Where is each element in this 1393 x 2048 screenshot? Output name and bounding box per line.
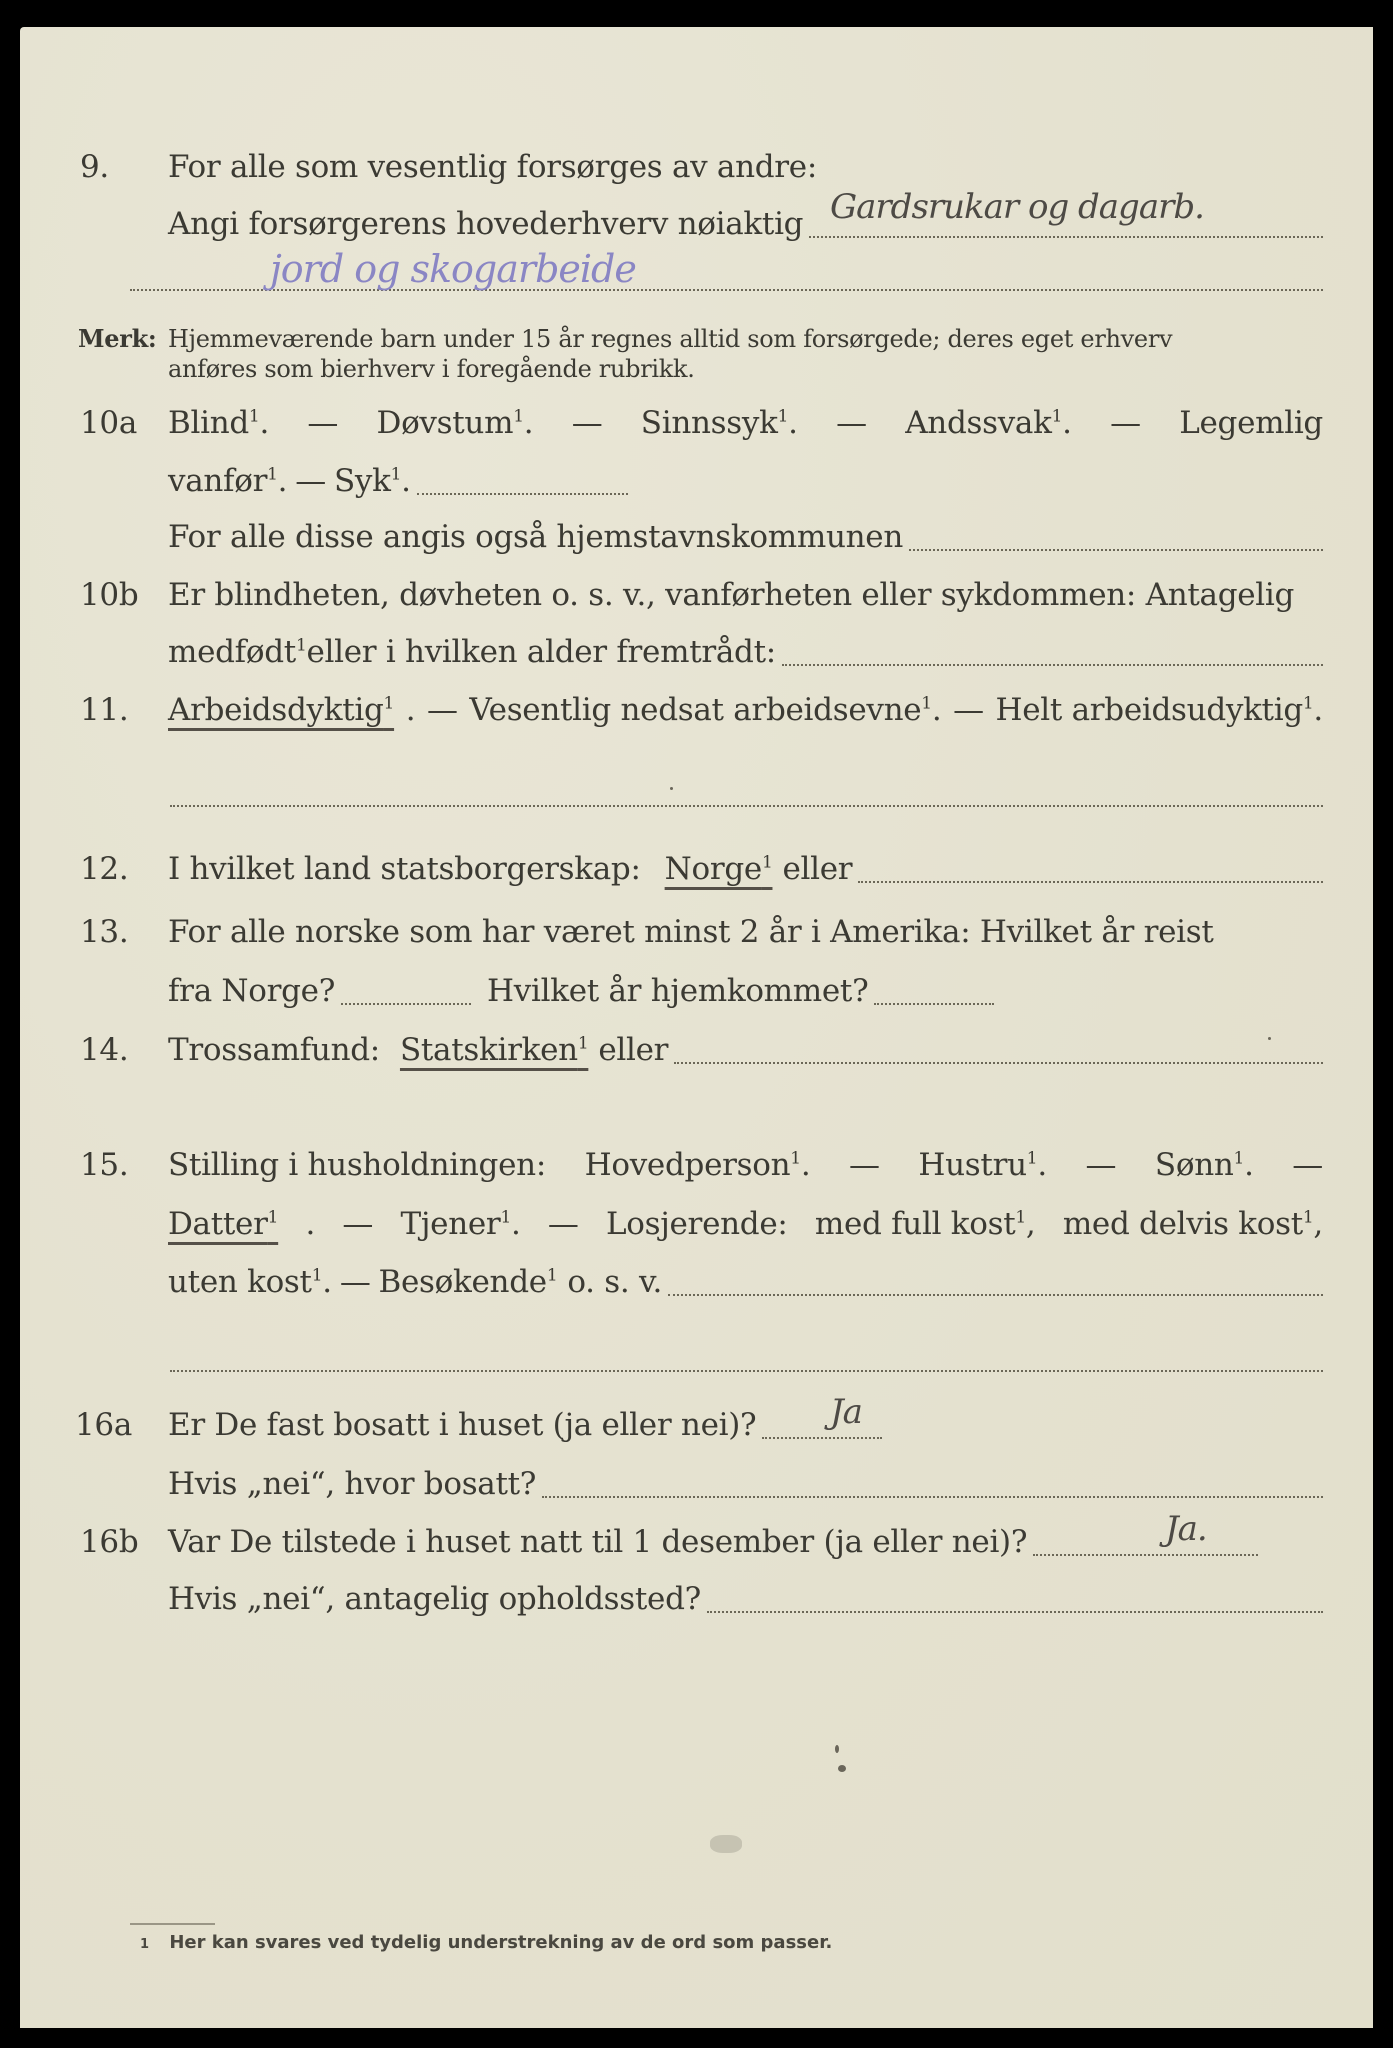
q12-row xyxy=(20,849,1373,889)
ink-speck xyxy=(670,787,673,790)
q10b-row-1 xyxy=(20,575,1373,615)
q10b-alder-field[interactable] xyxy=(782,662,1323,666)
q10b-number: 10b xyxy=(80,577,139,613)
q10a-row-2: vanfør$^1$. — Syk$^1$. xyxy=(20,461,1373,501)
option-syk[interactable]: Syk$^1$. xyxy=(333,463,411,499)
option-hustru[interactable]: Hustru$^1$. xyxy=(918,1147,1047,1183)
q10a-hjemstavn-label: For alle disse angis også hjemstavnskommunen xyxy=(168,519,903,555)
footnote xyxy=(140,1932,832,1953)
q9-question: For alle som vesentlig forsørges av andre: xyxy=(168,149,817,185)
option-andssvak[interactable]: Andssvak$^1$. xyxy=(905,405,1072,441)
census-form-page xyxy=(20,27,1373,2028)
q14-label: Trossamfund: xyxy=(168,1032,380,1068)
footnote-mark: 1 xyxy=(140,1937,150,1952)
option-norge[interactable]: Norge$^1$ xyxy=(664,851,773,887)
ink-speck xyxy=(1268,1037,1271,1040)
q16b-row-2 xyxy=(20,1579,1373,1619)
paper-stain xyxy=(710,1835,742,1853)
q10a-row-3 xyxy=(20,517,1373,557)
option-helt-arbeidsudyktig[interactable]: Helt arbeidsudyktig$^1$. xyxy=(995,692,1323,728)
q10a-syk-field[interactable] xyxy=(417,491,628,495)
option-statskirken[interactable]: Statskirken$^1$ xyxy=(399,1032,589,1068)
option-arbeidsdyktig[interactable]: Arbeidsdyktig$^1$ xyxy=(168,692,395,728)
q9-row-1 xyxy=(20,147,1373,187)
q9-answer-field[interactable] xyxy=(809,234,1323,238)
q14-row xyxy=(20,1030,1373,1070)
q16a-row-2 xyxy=(20,1464,1373,1504)
merk-text-1: Hjemmeværende barn under 15 år regnes alltid som forsørgede; deres eget erhverv xyxy=(168,325,1173,353)
option-tjener[interactable]: Tjener$^1$. xyxy=(400,1206,521,1242)
q16b-opholdssted-field[interactable] xyxy=(707,1609,1323,1613)
q16b-handwritten-answer: Ja. xyxy=(1165,1509,1207,1549)
q16a-answer-field[interactable] xyxy=(762,1435,882,1439)
q12-other-country-field[interactable] xyxy=(858,879,1323,883)
q13-reist-field[interactable] xyxy=(341,1001,471,1005)
q10b-row-2 xyxy=(20,632,1373,672)
q15-row-1: 15. Stilling i husholdningen: Hovedperson$^1$. — Hustru$^1$. — Sønn$^1$. — xyxy=(80,1147,1323,1183)
q15-row-2: Datter$^1$ . — Tjener$^1$. — Losjerende: med full kost$^1$, med delvis kost$^1$, xyxy=(168,1206,1323,1242)
q16b-number: 16b xyxy=(80,1524,139,1560)
merk-label: Merk: xyxy=(78,324,157,353)
q16a-bosatt-field[interactable] xyxy=(542,1494,1323,1498)
q10b-question: Er blindheten, døvheten o. s. v., vanførheten eller sykdommen: Antagelig xyxy=(168,577,1295,613)
option-med-delvis-kost[interactable]: med delvis kost$^1$, xyxy=(1062,1206,1323,1242)
q13-hjemkommet-label: Hvilket år hjemkommet? xyxy=(487,973,869,1009)
q15-row-3: uten kost$^1$. — Besøkende$^1$ o. s. v. xyxy=(20,1262,1373,1302)
q16a-handwritten-answer: Ja xyxy=(830,1392,862,1432)
option-blind[interactable]: Blind$^1$. xyxy=(168,405,270,441)
option-dovstum[interactable]: Døvstum$^1$. xyxy=(376,405,534,441)
q16a-question: Er De fast bosatt i huset (ja eller nei)? xyxy=(168,1407,757,1443)
q13-row-1 xyxy=(20,912,1373,952)
q16b-question: Var De tilstede i huset natt til 1 desember (ja eller nei)? xyxy=(168,1524,1028,1560)
q16b-opholdssted-label: Hvis „nei“, antagelig opholdssted? xyxy=(168,1581,701,1617)
q9-number: 9. xyxy=(80,149,109,185)
q11-blank-line[interactable] xyxy=(170,805,1323,807)
q14-eller: eller xyxy=(598,1032,669,1068)
q15-number: 15. xyxy=(80,1147,129,1183)
q10b-alder-label: eller i hvilken alder fremtrådt: xyxy=(306,634,776,670)
q12-label: I hvilket land statsborgerskap: xyxy=(168,851,641,887)
option-hovedperson[interactable]: Hovedperson$^1$. xyxy=(584,1147,811,1183)
merk-text-2: anføres som bierhverv i foregående rubrikk. xyxy=(168,355,695,383)
q13-row-2 xyxy=(20,971,1373,1011)
footnote-text: Her kan svares ved tydelig understrekning av de ord som passer. xyxy=(169,1932,833,1953)
ink-speck xyxy=(835,1745,839,1753)
q9-label: Angi forsørgerens hovederhverv nøiaktig xyxy=(168,206,804,242)
merk-row-2 xyxy=(20,349,1373,389)
q15-other-field[interactable] xyxy=(668,1292,1323,1296)
q12-number: 12. xyxy=(80,851,129,887)
q16a-row-1 xyxy=(20,1405,1373,1445)
q14-other-field[interactable] xyxy=(674,1060,1323,1064)
option-uten-kost[interactable]: uten kost$^1$. xyxy=(168,1264,332,1300)
option-medfodt[interactable]: medfødt$^1$ xyxy=(168,634,307,670)
q15-losjerende-label: Losjerende: xyxy=(605,1206,788,1242)
q11-row: 11. Arbeidsdyktig$^1$ . — Vesentlig nedsat arbeidsevne$^1$. — Helt arbeidsudyktig$^1$. xyxy=(80,692,1323,728)
ink-speck xyxy=(838,1765,846,1772)
q15-blank-line[interactable] xyxy=(170,1370,1323,1372)
q16b-answer-field[interactable] xyxy=(1033,1552,1258,1556)
q13-hjemkommet-field[interactable] xyxy=(874,1001,994,1005)
q12-eller: eller xyxy=(782,851,853,887)
option-vesentlig-nedsat[interactable]: Vesentlig nedsat arbeidsevne$^1$. xyxy=(469,692,942,728)
option-med-full-kost[interactable]: med full kost$^1$, xyxy=(814,1206,1036,1242)
option-legemlig[interactable]: Legemlig xyxy=(1179,405,1323,441)
q16a-number: 16a xyxy=(75,1407,133,1443)
option-vanfor[interactable]: vanfør$^1$. xyxy=(168,463,288,499)
q10a-number: 10a xyxy=(80,405,138,441)
q14-number: 14. xyxy=(80,1032,129,1068)
q16a-bosatt-label: Hvis „nei“, hvor bosatt? xyxy=(168,1466,537,1502)
q13-question: For alle norske som har været minst 2 år i Amerika: Hvilket år reist xyxy=(168,914,1214,950)
q13-reist-label: fra Norge? xyxy=(168,973,336,1009)
q15-label: Stilling i husholdningen: xyxy=(168,1147,546,1183)
option-datter[interactable]: Datter$^1$ xyxy=(168,1206,279,1242)
option-sonn[interactable]: Sønn$^1$. xyxy=(1154,1147,1254,1183)
q10a-row-1: 10a Blind$^1$. — Døvstum$^1$. — Sinnssyk$^1$. — Andssvak$^1$. — Legemlig xyxy=(80,405,1323,441)
option-besokende[interactable]: Besøkende$^1$ xyxy=(378,1264,558,1300)
q15-osv: o. s. v. xyxy=(567,1264,663,1300)
option-sinnssyk[interactable]: Sinnssyk$^1$. xyxy=(640,405,798,441)
q10a-hjemstavn-field[interactable] xyxy=(909,547,1323,551)
q11-number: 11. xyxy=(80,692,129,728)
footnote-rule xyxy=(130,1923,215,1925)
q9-handwritten-answer-1: Gardsrukar og dagarb. xyxy=(830,187,1204,227)
q9-handwritten-answer-2: jord og skogarbeide xyxy=(270,247,636,291)
q13-number: 13. xyxy=(80,914,129,950)
